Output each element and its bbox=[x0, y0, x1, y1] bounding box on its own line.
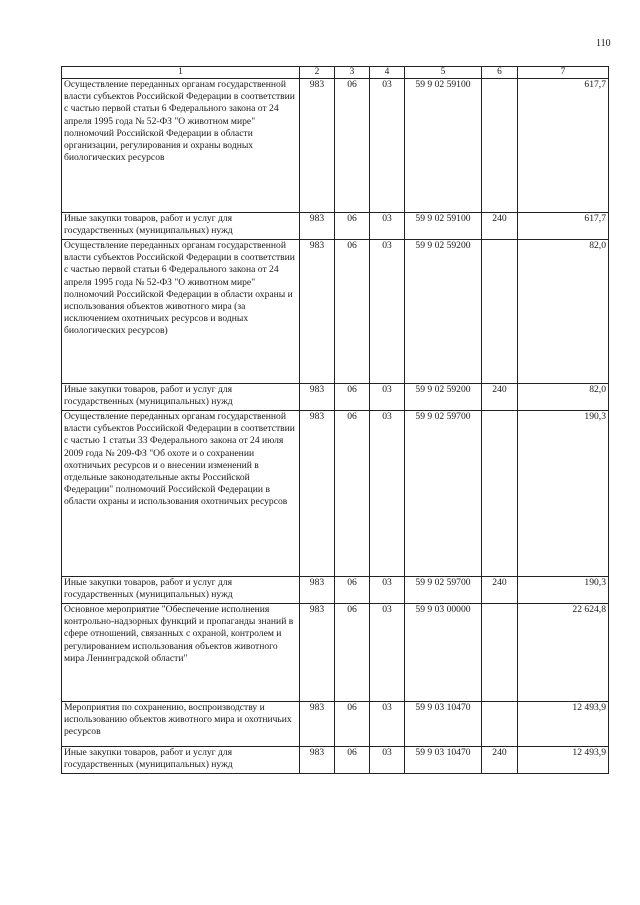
row-section-code: 06 bbox=[335, 240, 370, 384]
row-grbs-code: 983 bbox=[300, 240, 335, 384]
table-row bbox=[62, 577, 609, 604]
row-target-article-code: 59 9 02 59700 bbox=[405, 411, 482, 577]
row-target-article-code: 59 9 02 59100 bbox=[405, 213, 482, 240]
row-section-code: 06 bbox=[335, 577, 370, 604]
row-expense-type-code bbox=[482, 411, 518, 577]
row-grbs-code: 983 bbox=[300, 411, 335, 577]
row-target-article-code: 59 9 03 10470 bbox=[405, 747, 482, 774]
row-target-article-code: 59 9 02 59200 bbox=[405, 240, 482, 384]
row-section-code: 06 bbox=[335, 604, 370, 702]
row-name: Основное мероприятие "Обеспечение исполнения контрольно-надзорных функций и пропаганды знаний в сфере отношений, связанных с охраной, контролем и регулированием использования объектов животного мира Ленинградской области" bbox=[62, 604, 300, 702]
row-target-article-code: 59 9 03 00000 bbox=[405, 604, 482, 702]
table-row bbox=[62, 702, 609, 747]
row-subsection-code: 03 bbox=[370, 747, 405, 774]
row-grbs-code: 983 bbox=[300, 747, 335, 774]
header-cell-4: 4 bbox=[370, 67, 405, 79]
row-subsection-code: 03 bbox=[370, 411, 405, 577]
row-amount: 190,3 bbox=[518, 411, 609, 577]
row-amount: 190,3 bbox=[518, 577, 609, 604]
table-row bbox=[62, 240, 609, 384]
row-subsection-code: 03 bbox=[370, 604, 405, 702]
row-section-code: 06 bbox=[335, 747, 370, 774]
row-subsection-code: 03 bbox=[370, 240, 405, 384]
row-grbs-code: 983 bbox=[300, 79, 335, 213]
row-expense-type-code: 240 bbox=[482, 213, 518, 240]
row-amount: 617,7 bbox=[518, 213, 609, 240]
table-row bbox=[62, 213, 609, 240]
row-amount: 617,7 bbox=[518, 79, 609, 213]
row-subsection-code: 03 bbox=[370, 79, 405, 213]
header-cell-5: 5 bbox=[405, 67, 482, 79]
row-expense-type-code: 240 bbox=[482, 577, 518, 604]
row-name: Мероприятия по сохранению, воспроизводству и использованию объектов животного мира и охотничьих ресурсов bbox=[62, 702, 300, 747]
row-subsection-code: 03 bbox=[370, 702, 405, 747]
row-subsection-code: 03 bbox=[370, 213, 405, 240]
row-target-article-code: 59 9 03 10470 bbox=[405, 702, 482, 747]
row-section-code: 06 bbox=[335, 411, 370, 577]
row-subsection-code: 03 bbox=[370, 384, 405, 411]
row-target-article-code: 59 9 02 59200 bbox=[405, 384, 482, 411]
row-section-code: 06 bbox=[335, 213, 370, 240]
row-section-code: 06 bbox=[335, 79, 370, 213]
row-grbs-code: 983 bbox=[300, 702, 335, 747]
row-grbs-code: 983 bbox=[300, 577, 335, 604]
row-expense-type-code: 240 bbox=[482, 384, 518, 411]
table-row bbox=[62, 411, 609, 577]
header-cell-6: 6 bbox=[482, 67, 518, 79]
row-name: Иные закупки товаров, работ и услуг для государственных (муниципальных) нужд bbox=[62, 747, 300, 774]
row-name: Осуществление переданных органам государственной власти субъектов Российской Федерации в соответствии с частью первой статьи 6 Федерального закона от 24 апреля 1995 года № 52-ФЗ "О животном мире" полномочий Российской Федерации в области охраны и использования объектов животного мира (за исключением охотничьих ресурсов и водных биологических ресурсов) bbox=[62, 240, 300, 384]
page-number: 110 bbox=[596, 38, 611, 49]
row-subsection-code: 03 bbox=[370, 577, 405, 604]
row-amount: 82,0 bbox=[518, 384, 609, 411]
row-target-article-code: 59 9 02 59100 bbox=[405, 79, 482, 213]
row-name: Иные закупки товаров, работ и услуг для государственных (муниципальных) нужд bbox=[62, 384, 300, 411]
row-name: Осуществление переданных органам государственной власти субъектов Российской Федерации в соответствии с частью 1 статьи 33 Федерального закона от 24 июля 2009 года № 209-ФЗ "Об охоте и о сохранении охотничьих ресурсов и о внесении изменений в отдельные законодательные акты Российской Федерации" полномочий Российской Федерации в области охраны и использования охотничьих ресурсов bbox=[62, 411, 300, 577]
row-amount: 12 493,9 bbox=[518, 702, 609, 747]
row-name: Иные закупки товаров, работ и услуг для государственных (муниципальных) нужд bbox=[62, 577, 300, 604]
row-amount: 12 493,9 bbox=[518, 747, 609, 774]
table-row bbox=[62, 384, 609, 411]
header-cell-3: 3 bbox=[335, 67, 370, 79]
row-section-code: 06 bbox=[335, 702, 370, 747]
row-grbs-code: 983 bbox=[300, 604, 335, 702]
table-row bbox=[62, 79, 609, 213]
row-expense-type-code: 240 bbox=[482, 747, 518, 774]
table-row bbox=[62, 604, 609, 702]
row-target-article-code: 59 9 02 59700 bbox=[405, 577, 482, 604]
table-header-row bbox=[62, 67, 609, 79]
row-expense-type-code bbox=[482, 240, 518, 384]
row-expense-type-code bbox=[482, 79, 518, 213]
row-amount: 82,0 bbox=[518, 240, 609, 384]
header-cell-2: 2 bbox=[300, 67, 335, 79]
table-row bbox=[62, 747, 609, 774]
header-cell-7: 7 bbox=[518, 67, 609, 79]
row-grbs-code: 983 bbox=[300, 213, 335, 240]
row-section-code: 06 bbox=[335, 384, 370, 411]
row-name: Иные закупки товаров, работ и услуг для государственных (муниципальных) нужд bbox=[62, 213, 300, 240]
row-grbs-code: 983 bbox=[300, 384, 335, 411]
row-expense-type-code bbox=[482, 702, 518, 747]
header-cell-1: 1 bbox=[62, 67, 300, 79]
row-name: Осуществление переданных органам государственной власти субъектов Российской Федерации в соответствии с частью первой статьи 6 Федерального закона от 24 апреля 1995 года № 52-ФЗ "О животном мире" полномочий Российской Федерации в области организации, регулирования и охраны водных биологических ресурсов bbox=[62, 79, 300, 213]
row-expense-type-code bbox=[482, 604, 518, 702]
budget-table bbox=[61, 66, 609, 774]
row-amount: 22 624,8 bbox=[518, 604, 609, 702]
